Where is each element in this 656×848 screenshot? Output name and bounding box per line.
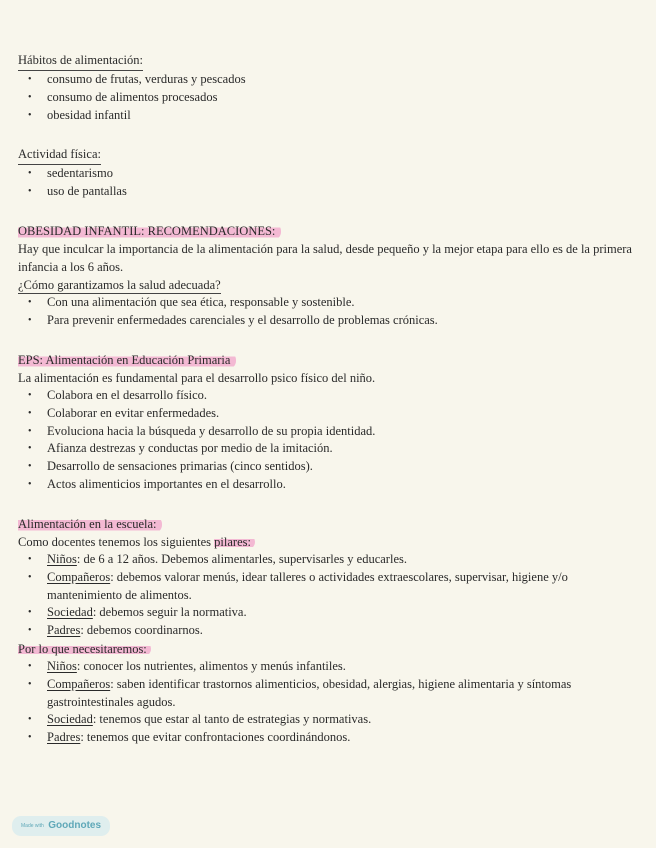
list-item: [18, 551, 638, 569]
list-item: [18, 676, 638, 712]
term-text: : de 6 a 12 años. Debemos alimentarles, supervisarles y educarles.: [76, 552, 407, 566]
eps-section: [18, 351, 638, 494]
list-item: • Evoluciona hacia la búsqueda y desarrollo de su propia identidad.: [18, 423, 638, 441]
term-label: Padres: [47, 623, 81, 638]
list-item: [18, 622, 638, 640]
habitos-title: Hábitos de alimentación:: [18, 53, 143, 71]
term-label: Compañeros: [47, 569, 111, 584]
habitos-section: [18, 51, 638, 124]
obesidad-list: [18, 294, 638, 330]
actividad-title: Actividad física:: [18, 147, 101, 165]
escuela-section: [18, 515, 638, 747]
eps-list: [18, 387, 638, 494]
term-text: : debemos valorar menús, idear talleres o actividades extraescolares, supervisar, higiene y/o mantenimiento de alimentos.: [47, 569, 568, 602]
list-item: [18, 729, 638, 747]
list-item: [18, 604, 638, 622]
necesitamos-list: [18, 658, 638, 747]
goodnotes-badge[interactable]: [12, 816, 110, 836]
term-text: : debemos seguir la normativa.: [92, 605, 247, 620]
list-item: • obesidad infantil: [18, 107, 638, 125]
escuela-intro: [18, 533, 638, 551]
obesidad-title: OBESIDAD INFANTIL: RECOMENDACIONES:: [18, 223, 281, 240]
list-item: [18, 569, 638, 605]
list-item: • consumo de alimentos procesados: [18, 89, 638, 107]
term-text: : debemos coordinarnos.: [80, 623, 203, 638]
necesitamos-title: Por lo que necesitaremos:: [18, 642, 151, 656]
term-text: : conocer los nutrientes, alimentos y menús infantiles.: [76, 658, 346, 673]
list-item: • Para prevenir enfermedades carenciales y el desarrollo de problemas crónicas.: [18, 312, 638, 330]
list-item: • Con una alimentación que sea ética, responsable y sostenible.: [18, 294, 638, 312]
term-label: Padres: [47, 730, 81, 745]
term-label: Compañeros: [47, 676, 111, 691]
actividad-section: [18, 145, 638, 201]
list-item: [18, 711, 638, 729]
made-with-label: Made with: [21, 823, 44, 829]
escuela-intro-highlight: pilares:: [214, 535, 255, 549]
eps-title: EPS: Alimentación en Educación Primaria: [18, 352, 236, 369]
list-item: [18, 658, 638, 676]
list-item: • uso de pantallas: [18, 183, 638, 201]
obesidad-question: ¿Cómo garantizamos la salud adecuada?: [18, 278, 221, 292]
term-label: Sociedad: [47, 605, 93, 620]
term-label: Niños: [47, 658, 77, 673]
escuela-intro-text: Como docentes tenemos los siguientes: [18, 535, 215, 549]
list-item: • sedentarismo: [18, 165, 638, 183]
term-text: : saben identificar trastornos alimenticios, obesidad, alergias, higiene alimentaria y síntomas gastrointestinales agudos.: [47, 676, 572, 709]
goodnotes-brand: Goodnotes: [48, 820, 102, 831]
escuela-title: Alimentación en la escuela:: [18, 516, 162, 533]
term-label: Sociedad: [47, 712, 93, 727]
obesidad-intro: Hay que inculcar la importancia de la alimentación para la salud, desde pequeño y la mejor etapa para ello es de la primera infancia a los 6 años.: [18, 242, 632, 274]
habitos-list: [18, 71, 638, 124]
list-item: • consumo de frutas, verduras y pescados: [18, 71, 638, 89]
list-item: • Afianza destrezas y conductas por medio de la imitación.: [18, 440, 638, 458]
term-text: : tenemos que estar al tanto de estrategias y normativas.: [92, 712, 372, 727]
obesidad-section: [18, 222, 638, 330]
actividad-list: [18, 165, 638, 201]
list-item: • Actos alimenticios importantes en el desarrollo.: [18, 476, 638, 494]
list-item: • Desarrollo de sensaciones primarias (cinco sentidos).: [18, 458, 638, 476]
list-item: • Colabora en el desarrollo físico.: [18, 387, 638, 405]
term-text: : tenemos que evitar confrontaciones coordinándonos.: [80, 730, 351, 745]
term-label: Niños: [47, 552, 77, 566]
list-item: • Colaborar en evitar enfermedades.: [18, 405, 638, 423]
eps-intro: La alimentación es fundamental para el desarrollo psico físico del niño.: [18, 371, 376, 385]
pilares-list: [18, 551, 638, 640]
